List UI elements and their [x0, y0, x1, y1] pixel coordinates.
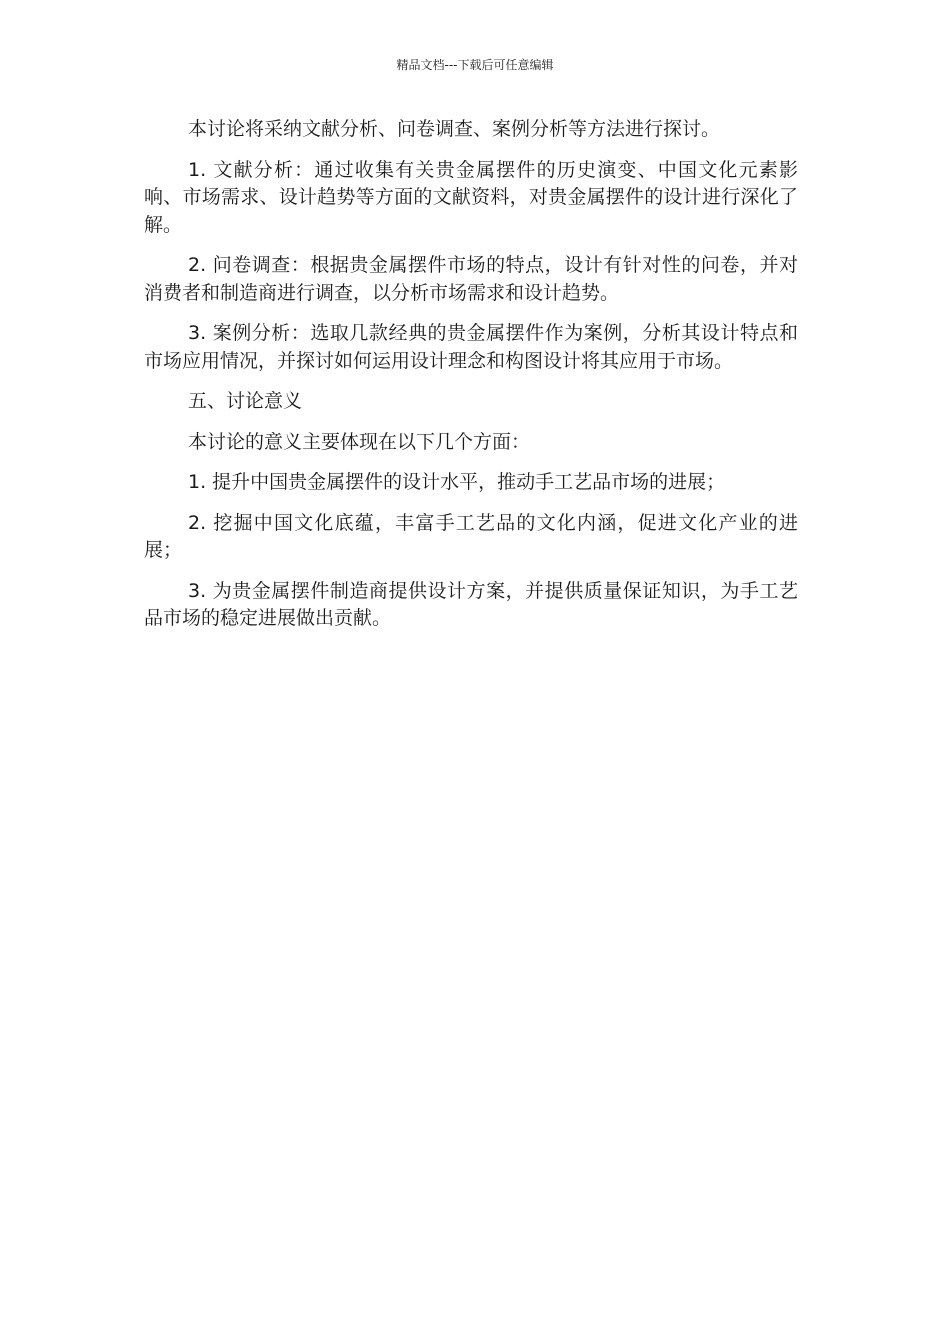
significance-item-3: 3. 为贵金属摆件制造商提供设计方案，并提供质量保证知识，为手工艺品市场的稳定进展做出贡献。 [144, 579, 798, 629]
questionnaire-paragraph: 2. 问卷调查：根据贵金属摆件市场的特点，设计有针对性的问卷，并对消费者和制造商进行调查，以分析市场需求和设计趋势。 [144, 254, 798, 304]
significance-item-2: 2. 挖掘中国文化底蕴，丰富手工艺品的文化内涵，促进文化产业的进展； [144, 511, 798, 561]
page-header: 精品文档---下载后可任意编辑 [396, 58, 554, 72]
significance-item-1: 1. 提升中国贵金属摆件的设计水平，推动手工艺品市场的进展； [188, 471, 726, 493]
case-analysis-paragraph: 3. 案例分析：选取几款经典的贵金属摆件作为案例，分析其设计特点和市场应用情况，并探讨如何运用设计理念和构图设计将其应用于市场。 [144, 322, 798, 372]
methods-intro-paragraph: 本讨论将采纳文献分析、问卷调查、案例分析等方法进行探讨。 [188, 118, 721, 140]
section-heading-significance: 五、讨论意义 [188, 390, 303, 412]
document-body [144, 116, 798, 646]
literature-analysis-paragraph: 1. 文献分析：通过收集有关贵金属摆件的历史演变、中国文化元素影响、市场需求、设计趋势等方面的文献资料，对贵金属摆件的设计进行深化了解。 [144, 158, 798, 236]
significance-intro-paragraph: 本讨论的意义主要体现在以下几个方面： [188, 430, 531, 453]
